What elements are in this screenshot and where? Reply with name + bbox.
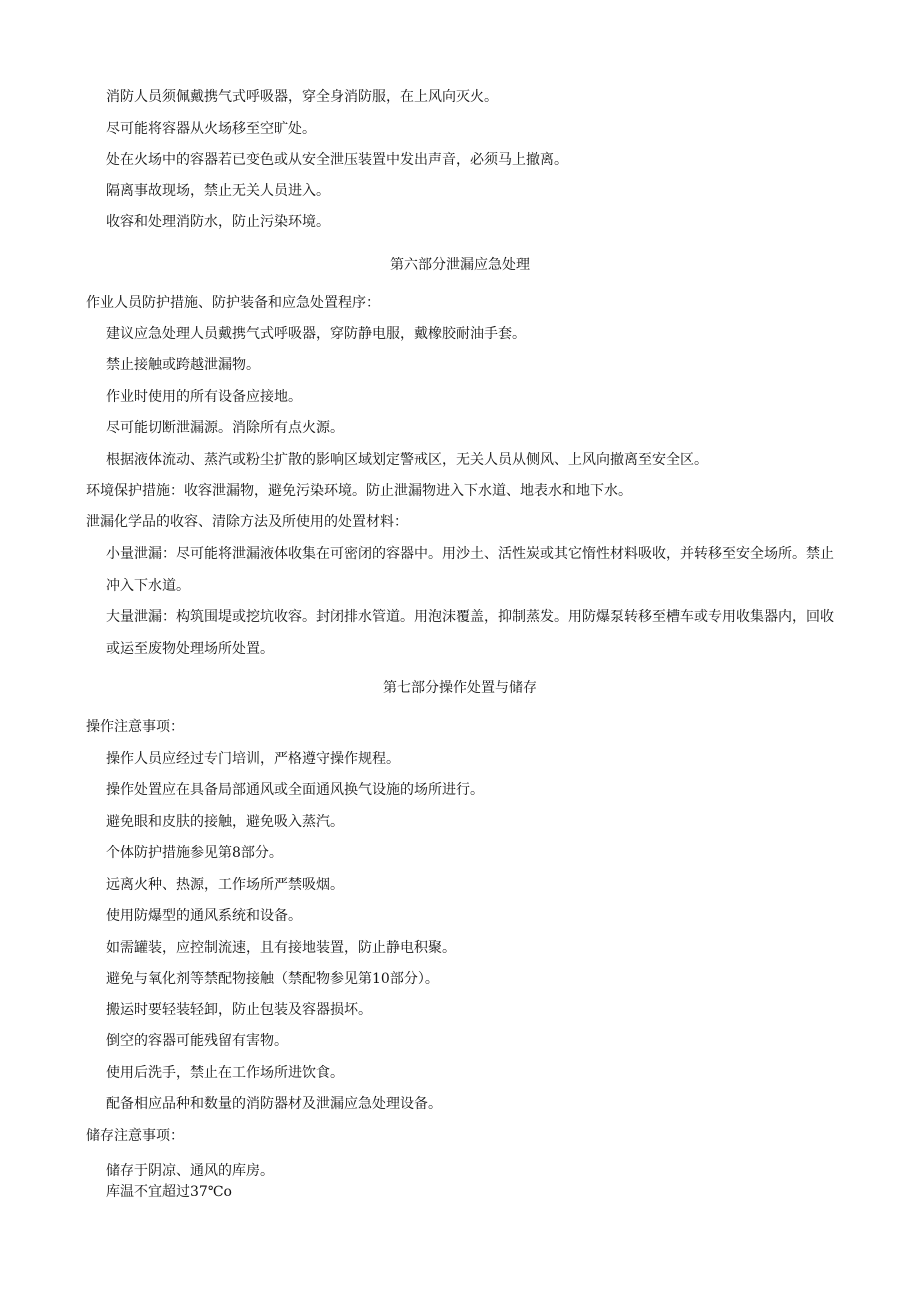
section7-storage-heading: 储存注意事项： [86,1128,184,1144]
section6-title: 第六部分泄漏应急处理 [390,257,530,273]
section6-personal-item: 禁止接触或跨越泄漏物。 [106,357,260,373]
section7-operation-item: 远离火种、热源，工作场所严禁吸烟。 [106,877,344,893]
section6-large-spill: 大量泄漏：构筑围堤或挖坑收容。封闭排水管道。用泡沫覆盖，抑制蒸发。用防爆泵转移至槽车或专用收集器内，回收或运至废物处理场所处置。 [106,609,834,657]
fire-fighting-item: 隔离事故现场，禁止无关人员进入。 [106,183,330,199]
section7-title: 第七部分操作处置与储存 [383,680,537,696]
section6-personal-item: 作业时使用的所有设备应接地。 [106,389,302,405]
section7-operation-item: 配备相应品种和数量的消防器材及泄漏应急处理设备。 [106,1096,442,1112]
section6-personal-item: 尽可能切断泄漏源。消除所有点火源。 [106,420,344,436]
section7-operation-item: 使用防爆型的通风系统和设备。 [106,908,302,924]
fire-fighting-item: 尽可能将容器从火场移至空旷处。 [106,121,316,137]
fire-fighting-item: 收容和处理消防水，防止污染环境。 [106,214,330,230]
section6-small-spill: 小量泄漏：尽可能将泄漏液体收集在可密闭的容器中。用沙土、活性炭或其它惰性材料吸收，并转移至安全场所。禁止冲入下水道。 [106,546,834,594]
section7-operation-item: 倒空的容器可能残留有害物。 [106,1033,288,1049]
section7-operation-item: 个体防护措施参见第8部分。 [106,845,283,861]
section7-storage-item: 库温不宜超过37℃o [106,1184,232,1200]
section6-cleanup-heading: 泄漏化学品的收容、清除方法及所使用的处置材料： [86,514,408,530]
section7-storage-item: 储存于阴凉、通风的库房。 [106,1163,274,1179]
section6-environment: 环境保护措施：收容泄漏物，避免污染环境。防止泄漏物进入下水道、地表水和地下水。 [86,483,632,499]
section6-personal-item: 建议应急处理人员戴携气式呼吸器，穿防静电服，戴橡胶耐油手套。 [106,326,526,342]
section7-operation-item: 操作处置应在具备局部通风或全面通风换气设施的场所进行。 [106,782,484,798]
fire-fighting-item: 处在火场中的容器若已变色或从安全泄压装置中发出声音，必须马上撤离。 [106,152,568,168]
section7-operation-item: 避免眼和皮肤的接触，避免吸入蒸汽。 [106,814,344,830]
section7-operation-item: 使用后洗手，禁止在工作场所进饮食。 [106,1065,344,1081]
section7-operation-heading: 操作注意事项： [86,719,184,735]
section7-operation-item: 避免与氧化剂等禁配物接触（禁配物参见第10部分）。 [106,971,439,987]
section7-operation-item: 操作人员应经过专门培训，严格遵守操作规程。 [106,751,400,767]
section6-personal-item: 根据液体流动、蒸汽或粉尘扩散的影响区域划定警戒区，无关人员从侧风、上风向撤离至安全区。 [106,452,708,468]
section7-operation-item: 如需罐装，应控制流速，且有接地装置，防止静电积聚。 [106,940,456,956]
fire-fighting-item: 消防人员须佩戴携气式呼吸器，穿全身消防服，在上风向灭火。 [106,89,498,105]
section7-operation-item: 搬运时要轻装轻卸，防止包装及容器损坏。 [106,1002,372,1018]
section6-personal-heading: 作业人员防护措施、防护装备和应急处置程序： [86,295,380,311]
